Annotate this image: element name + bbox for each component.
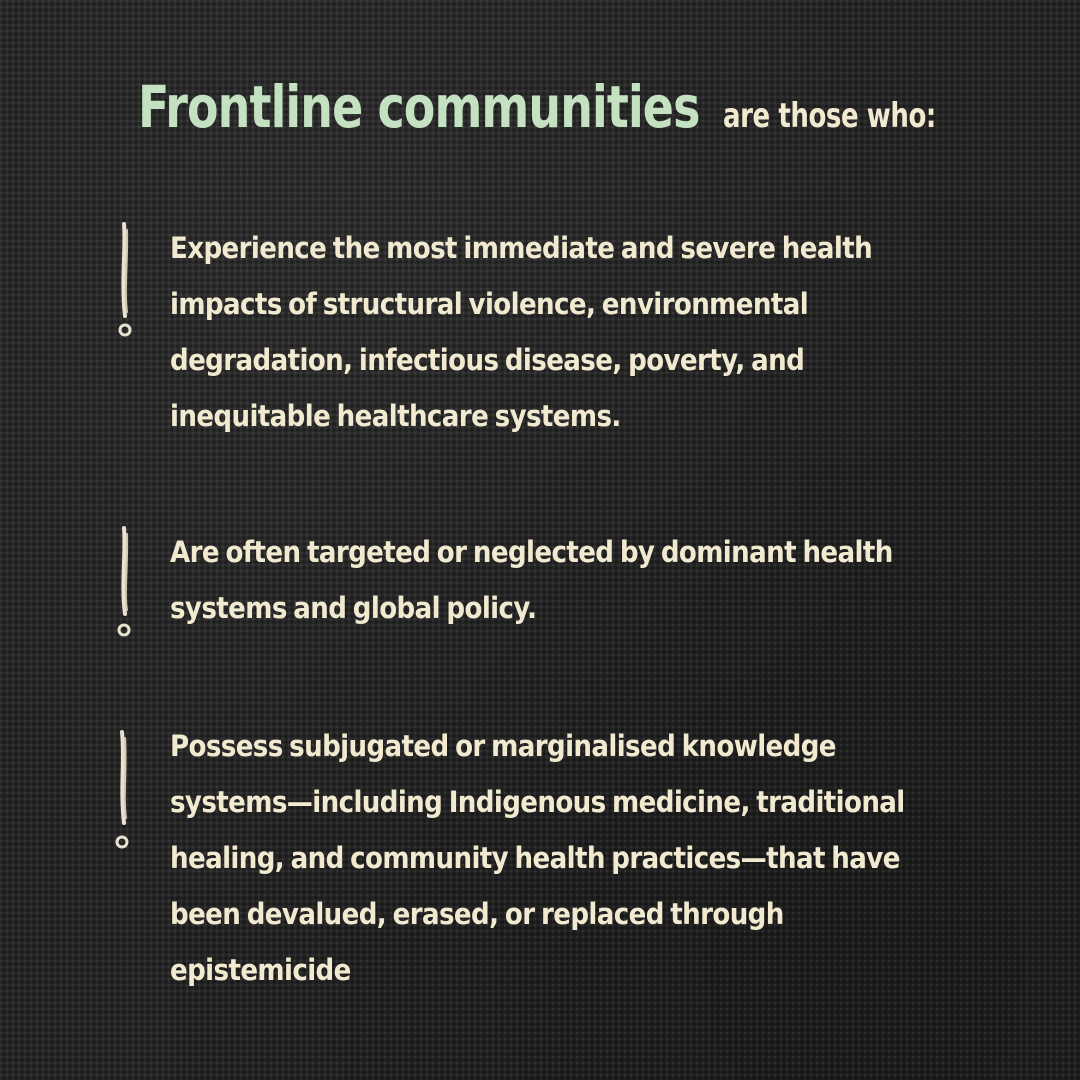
list-item	[112, 524, 972, 636]
list-item	[112, 220, 972, 444]
list-item-text: Possess subjugated or marginalised knowledge systems—including Indigenous medicine, traditional healing, and community health practices—that have been devalued, erased, or replaced through epistemicide	[170, 729, 905, 987]
exclamation-icon	[112, 524, 142, 649]
exclamation-icon	[112, 220, 142, 345]
page-title	[138, 73, 1038, 141]
title-rest: are those who:	[723, 96, 937, 136]
list-item-text: Experience the most immediate and severe health impacts of structural violence, environmental degradation, infectious disease, poverty, and inequitable healthcare systems.	[170, 231, 873, 433]
exclamation-icon	[112, 718, 142, 858]
list-item	[112, 718, 972, 998]
title-highlight: Frontline communities	[138, 73, 700, 141]
list-item-text: Are often targeted or neglected by dominant health systems and global policy.	[170, 535, 893, 625]
